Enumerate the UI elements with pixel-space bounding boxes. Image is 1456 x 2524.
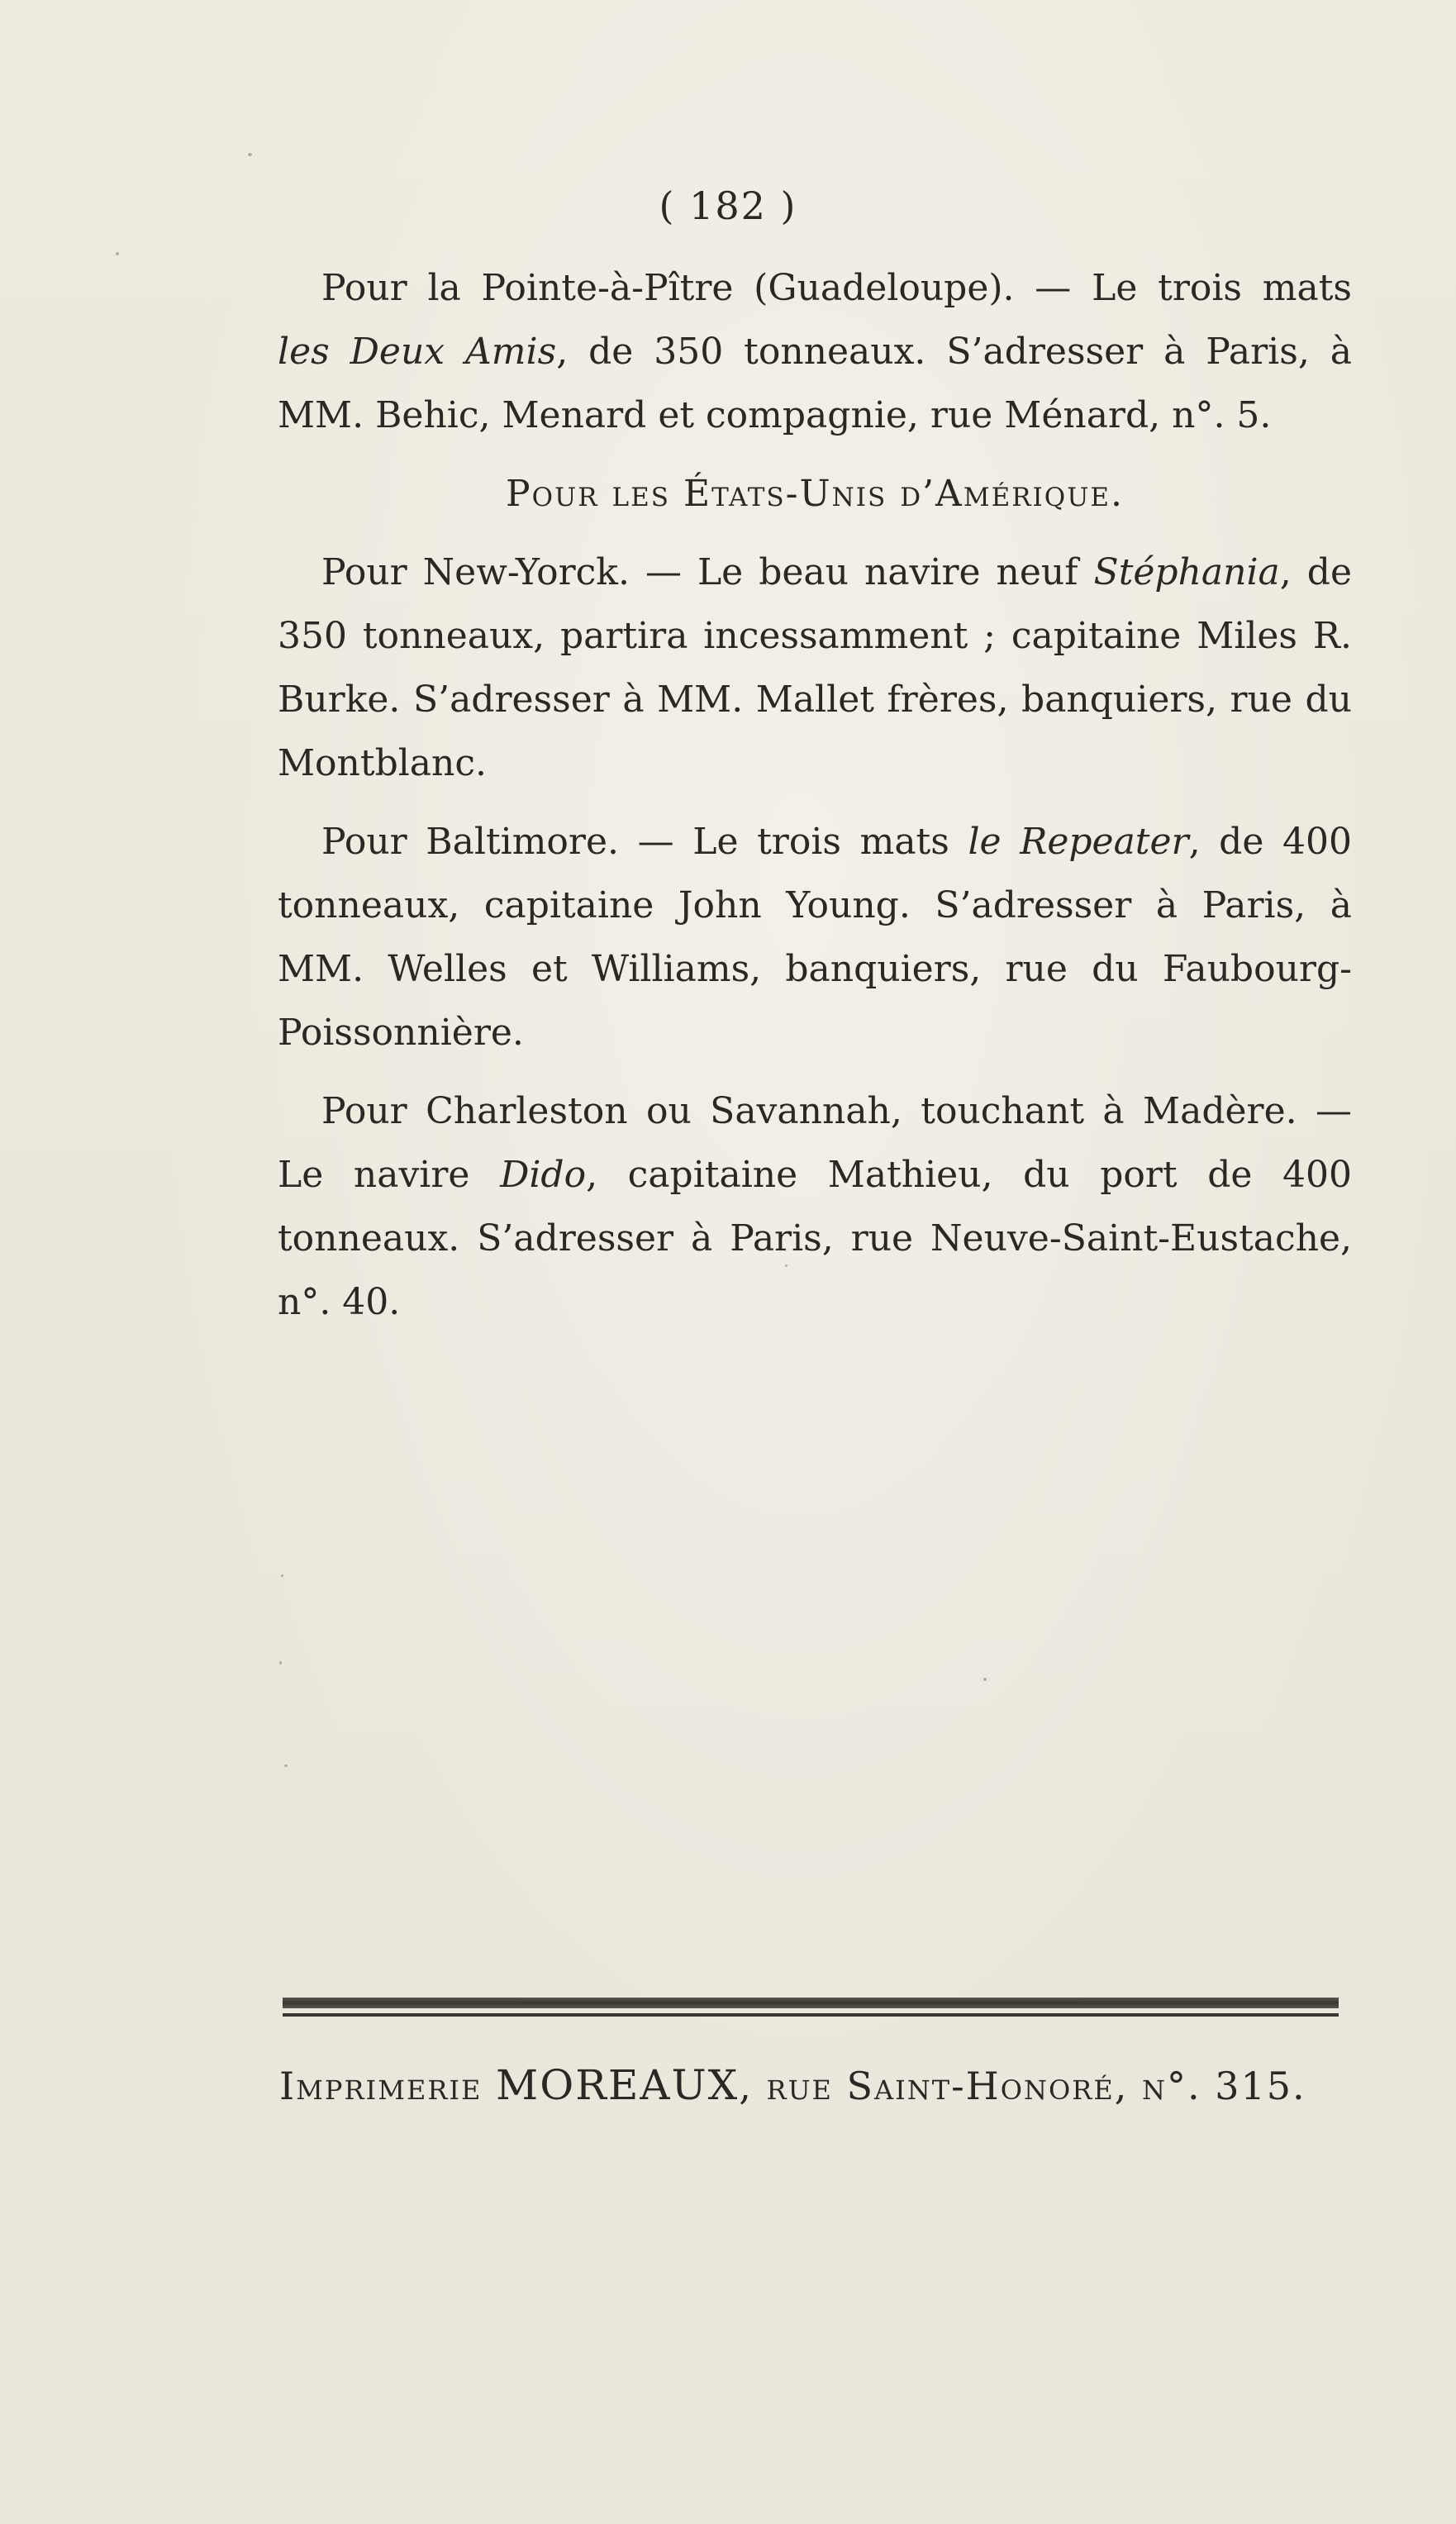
imprint-name: MOREAUX	[496, 2061, 740, 2109]
entry-baltimore-text: Pour Baltimore. — Le trois mats	[321, 821, 968, 863]
paper-speck	[116, 252, 119, 255]
paper-speck	[284, 1764, 288, 1767]
ship-name-repeater: le Repeater	[968, 821, 1189, 863]
imprint-prefix: Imprimerie	[279, 2064, 483, 2108]
entry-new-york	[278, 541, 1352, 795]
entry-new-york-text: Pour New-Yorck. — Le beau navire neuf	[321, 551, 1094, 593]
spacer	[278, 526, 1352, 541]
body-text	[278, 256, 1352, 1334]
entry-guadeloupe	[278, 256, 1352, 447]
paper-speck	[248, 153, 252, 156]
ship-name-stephania: Stéphania	[1093, 551, 1280, 593]
entry-baltimore-details: , de 400 tonneaux, capitaine John Young. S’adresser à Paris, à MM. Welles et Williams, banquiers, rue du Faubourg-Poissonnière.	[278, 821, 1352, 1054]
paper-speck	[785, 1264, 787, 1267]
spacer	[278, 1064, 1352, 1079]
paper-speck	[279, 1661, 282, 1664]
printer-imprint	[279, 2061, 1345, 2109]
entry-guadeloupe-details: , de 350 tonneaux. S’adresser à Paris, à MM. Behic, Menard et compagnie, rue Ménard, n°. 5.	[278, 331, 1352, 436]
ship-name-deux-amis: les Deux Amis	[278, 331, 557, 373]
footer-rule-thin	[283, 2013, 1339, 2017]
imprint-address: , rue Saint-Honoré, n°. 315.	[739, 2064, 1306, 2108]
entry-new-york-details: , de 350 tonneaux, partira incessamment ; capitaine Miles R. Burke. S’adresser à MM. Mallet frères, banquiers, rue du Montblanc.	[278, 551, 1352, 784]
paper-speck	[983, 1678, 987, 1681]
footer-rule-thick	[283, 1998, 1339, 2008]
entry-charleston-text: Pour Charleston ou Savannah, touchant à Madère. — Le navire	[278, 1090, 1352, 1196]
entry-charleston-details: , capitaine Mathieu, du port de 400 tonneaux. S’adresser à Paris, rue Neuve-Saint-Eustache, n°. 40.	[278, 1154, 1352, 1323]
paper-speck	[281, 1574, 283, 1577]
entry-baltimore	[278, 810, 1352, 1064]
entry-guadeloupe-text: Pour la Pointe-à-Pître (Guadeloupe). — Le trois mats	[321, 267, 1352, 309]
entry-charleston	[278, 1079, 1352, 1334]
spacer	[278, 447, 1352, 462]
section-heading: Pour les États-Unis d’Amérique.	[506, 473, 1124, 515]
paper-speck	[719, 897, 722, 901]
spacer	[278, 795, 1352, 810]
page-number: ( 182 )	[659, 183, 797, 228]
ship-name-dido: Dido	[500, 1154, 587, 1196]
